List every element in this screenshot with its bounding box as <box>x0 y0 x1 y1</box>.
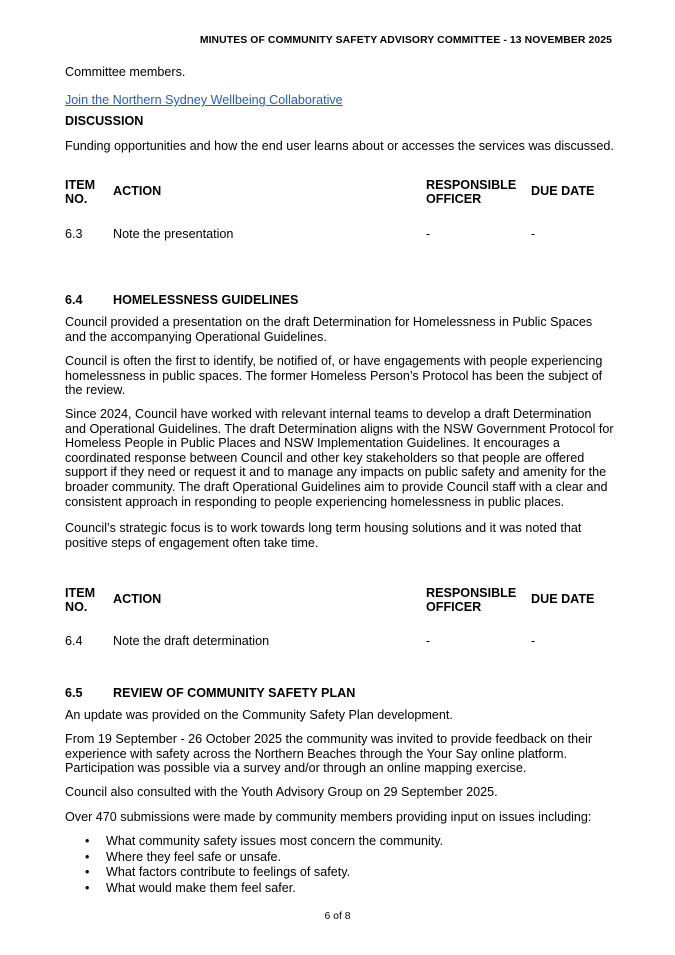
list-item: • Where they feel safe or unsafe. <box>85 849 282 864</box>
paragraph: Over 470 submissions were made by community members providing input on issues including: <box>65 810 592 824</box>
col-header-action: ACTION <box>113 184 162 198</box>
discussion-text: Funding opportunities and how the end user learns about or accesses the services was discussed. <box>65 139 614 153</box>
col-header-due-date: DUE DATE <box>531 592 595 606</box>
col-header-item-no: ITEM NO. <box>65 178 96 206</box>
table-cell-due: - <box>531 634 536 648</box>
col-header-item-no: ITEM NO. <box>65 586 96 614</box>
list-item: • What community safety issues most concern the community. <box>85 834 444 848</box>
section-title-6-5: REVIEW OF COMMUNITY SAFETY PLAN <box>113 686 356 700</box>
bullet-list <box>65 834 625 896</box>
section-number-6-4: 6.4 <box>65 293 83 307</box>
list-item: • What would make them feel safer. <box>85 880 296 895</box>
paragraph: Council provided a presentation on the draft Determination for Homelessness in Public Spaces and the accompanying Operational Guidelines. <box>65 315 593 344</box>
col-header-responsible-officer: RESPONSIBLE OFFICER <box>426 586 517 614</box>
col-header-due-date: DUE DATE <box>531 184 595 198</box>
paragraph: Council also consulted with the Youth Advisory Group on 29 September 2025. <box>65 785 498 799</box>
table-cell-item: 6.3 <box>65 227 83 241</box>
col-header-responsible-officer: RESPONSIBLE OFFICER <box>426 178 517 206</box>
paragraph: An update was provided on the Community Safety Plan development. <box>65 708 453 722</box>
table-cell-item: 6.4 <box>65 634 83 648</box>
paragraph: Council’s strategic focus is to work towards long term housing solutions and it was noted that positive steps of engagement often take time. <box>65 521 582 550</box>
table-cell-officer: - <box>426 634 431 648</box>
paragraph: Since 2024, Council have worked with relevant internal teams to develop a draft Determination and Operational Guidelines. The draft Determination aligns with the NSW Government Protocol for Homeless People in Public Places and NSW Implementation Guidelines. It encourages a coordinated response between Council and other key stakeholders so that people are offered support if they need or request it and to manage any impacts on public safety and amenity for the broader community. The draft Operational Guidelines aim to provide Council staff with a clear and consistent approach in responding to people experiencing homelessness in public places. <box>65 407 614 509</box>
section-number-6-5: 6.5 <box>65 686 83 700</box>
paragraph: Council is often the first to identify, be notified of, or have engagements with people experiencing homelessness in public spaces. The former Homeless Person’s Protocol has been the subject of the review. <box>65 354 603 398</box>
table-cell-action: Note the draft determination <box>113 634 270 648</box>
paragraph: From 19 September - 26 October 2025 the community was invited to provide feedback on their experience with safety across the Northern Beaches through the Your Say online platform. Participation was possible via a survey and/or through an online mapping exercise. <box>65 732 593 776</box>
table-cell-due: - <box>531 227 536 241</box>
table-cell-action: Note the presentation <box>113 227 234 241</box>
page-header: MINUTES OF COMMUNITY SAFETY ADVISORY COMMITTEE - 13 NOVEMBER 2025 <box>199 35 612 46</box>
discussion-heading: DISCUSSION <box>65 114 144 128</box>
page-number: 6 of 8 <box>324 911 351 922</box>
section-title-6-4: HOMELESSNESS GUIDELINES <box>113 293 299 307</box>
list-item: • What factors contribute to feelings of safety. <box>85 865 351 880</box>
col-header-action: ACTION <box>113 592 162 606</box>
collaborative-link[interactable]: Join the Northern Sydney Wellbeing Collaborative <box>65 93 343 107</box>
table-cell-officer: - <box>426 227 431 241</box>
intro-text: Committee members. <box>65 65 186 79</box>
